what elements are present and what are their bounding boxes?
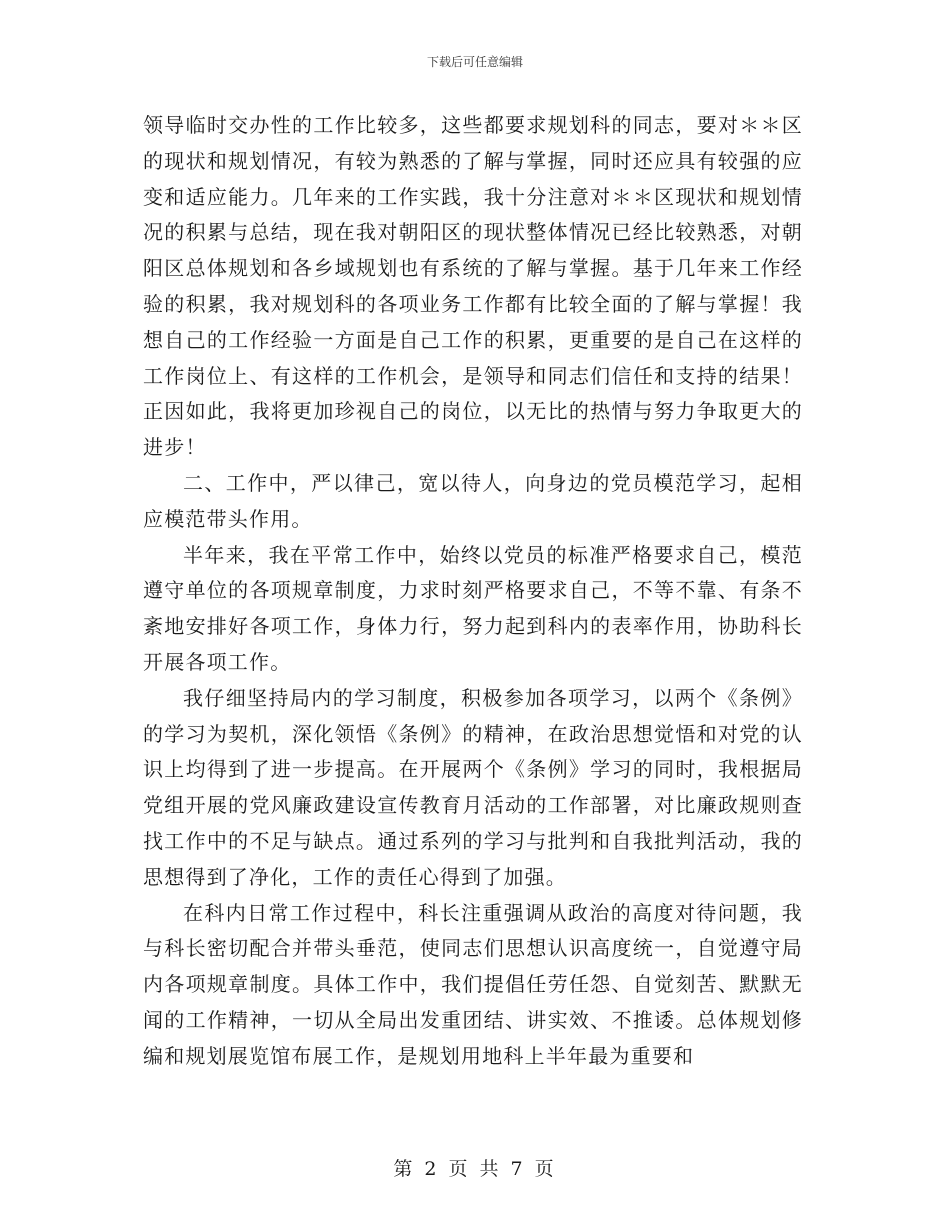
paragraph: 半年来，我在平常工作中，始终以党员的标准严格要求自己，模范遵守单位的各项规章制度，力求时刻严格要求自己，不等不靠、有条不紊地安排好各项工作，身体力行，努力起到科内的表率作用，协助科长开展各项工作。 (143, 542, 803, 674)
paragraph: 我仔细坚持局内的学习制度，积极参加各项学习，以两个《条例》的学习为契机，深化领悟《条例》的精神，在政治思想觉悟和对党的认识上均得到了进一步提高。在开展两个《条例》学习的同时，我根据局党组开展的党风廉政建设宣传教育月活动的工作部署，对比廉政规则查找工作中的不足与缺点。通过系列的学习与批判和自我批判活动，我的思想得到了净化，工作的责任心得到了加强。 (143, 685, 803, 889)
paragraph: 在科内日常工作过程中，科长注重强调从政治的高度对待问题，我与科长密切配合并带头垂范，使同志们思想认识高度统一，自觉遵守局内各项规章制度。具体工作中，我们提倡任劳任怨、自觉刻苦、默默无闻的工作精神，一切从全局出发重团结、讲实效、不推诿。总体规划修编和规划展览馆布展工作，是规划用地科上半年最为重要和 (143, 900, 803, 1068)
document-body (143, 108, 803, 1075)
page-number: 第 2 页 共 7 页 (393, 1158, 557, 1180)
paragraph-section-heading: 二、工作中，严以律己，宽以待人，向身边的党员模范学习，起相应模范带头作用。 (143, 470, 803, 531)
page-header: 下载后可任意编辑 (426, 55, 523, 69)
paragraph-continued: 领导临时交办性的工作比较多，这些都要求规划科的同志，要对＊＊区的现状和规划情况，有较为熟悉的了解与掌握，同时还应具有较强的应变和适应能力。几年来的工作实践，我十分注意对＊＊区现状和规划情况的积累与总结，现在我对朝阳区的现状整体情况已经比较熟悉，对朝阳区总体规划和各乡域规划也有系统的了解与掌握。基于几年来工作经验的积累，我对规划科的各项业务工作都有比较全面的了解与掌握！我想自己的工作经验一方面是自己工作的积累，更重要的是自己在这样的工作岗位上、有这样的工作机会，是领导和同志们信任和支持的结果！正因如此，我将更加珍视自己的岗位，以无比的热情与努力争取更大的进步！ (143, 113, 803, 460)
